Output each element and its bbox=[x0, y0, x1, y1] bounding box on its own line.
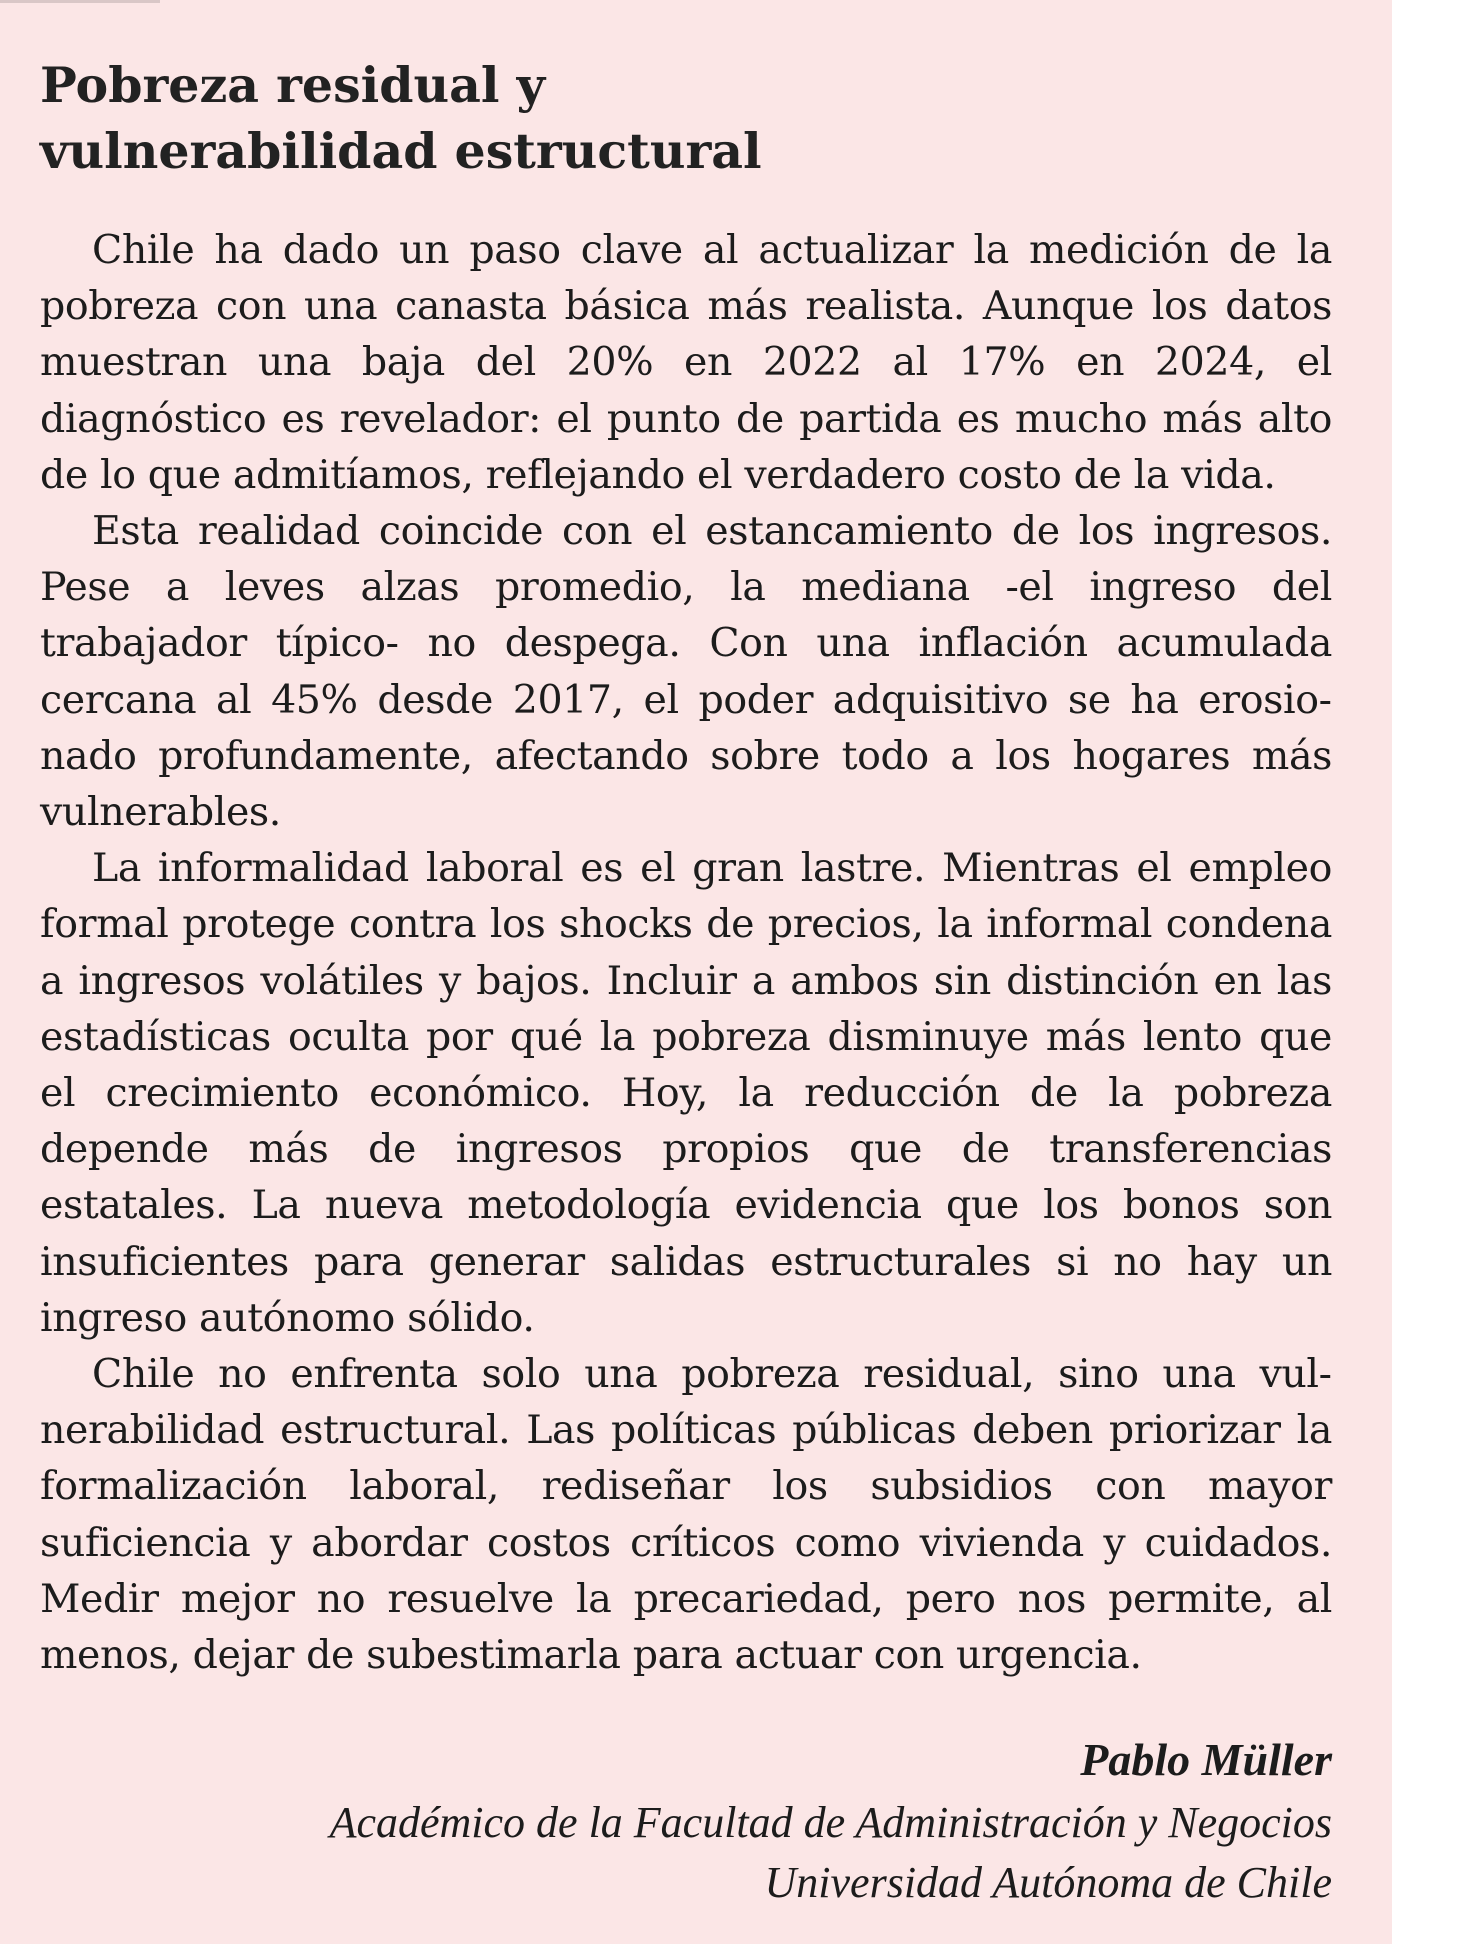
paragraph-3: La informalidad laboral es el gran lastre. Mientras el empleo formal protege contra los shocks de precios, la informal condena a ingresos volátiles y bajos. Incluir a ambos sin distinción en las estadísticas oculta por qué la pobreza disminuye más lento que el crecimiento económico. Hoy, la reducción de la pobreza depende más de ingresos propios que de transferencias estatales. La nueva metodología evidencia que los bonos son insuficientes para generar salidas estructurales si no hay un ingreso autónomo sólido. bbox=[40, 845, 1332, 1341]
paragraph-2: Esta realidad coincide con el estancamiento de los ingresos. Pese a leves alzas promedio, la mediana -el ingreso del trabajador típico- no despega. Con una inflación acumulada cercana al 45% desde 2017, el poder adquisitivo se ha erosionado profundamente, afectando sobre todo a los hogares más vulnerables. bbox=[40, 508, 1332, 836]
page-margin bbox=[1392, 0, 1474, 1944]
paragraph-1: Chile ha dado un paso clave al actualizar la medición de la pobreza con una canasta básica más realista. Aunque los datos muestran una baja del 20% en 2022 al 17% en 2024, el diagnóstico es revelador: el punto de partida es mucho más alto de lo que admitíamos, reflejando el verdadero costo de la vida. bbox=[40, 227, 1332, 498]
title-line-1: Pobreza residual y bbox=[40, 56, 546, 114]
author-name: Pablo Müller bbox=[1080, 1734, 1332, 1786]
paragraph-4: Chile no enfrenta solo una pobreza residual, sino una vulnerabilidad estructural. Las políticas públicas deben priorizar la formalización laboral, rediseñar los subsidios con mayor suficiencia y abordar costos críticos como vivienda y cuidados. Medir mejor no resuelve la precariedad, pero nos permite, al menos, dejar de subestimarla para actuar con urgencia. bbox=[40, 1351, 1332, 1679]
author-signature bbox=[40, 1731, 1332, 1913]
author-institution: Universidad Autónoma de Chile bbox=[764, 1858, 1332, 1908]
title-line-2: vulnerabilidad estructural bbox=[40, 122, 762, 180]
author-position: Académico de la Facultad de Administración y Negocios bbox=[329, 1798, 1332, 1848]
top-rule bbox=[0, 0, 160, 3]
article-title bbox=[40, 52, 1332, 184]
article-body bbox=[40, 222, 1332, 1683]
